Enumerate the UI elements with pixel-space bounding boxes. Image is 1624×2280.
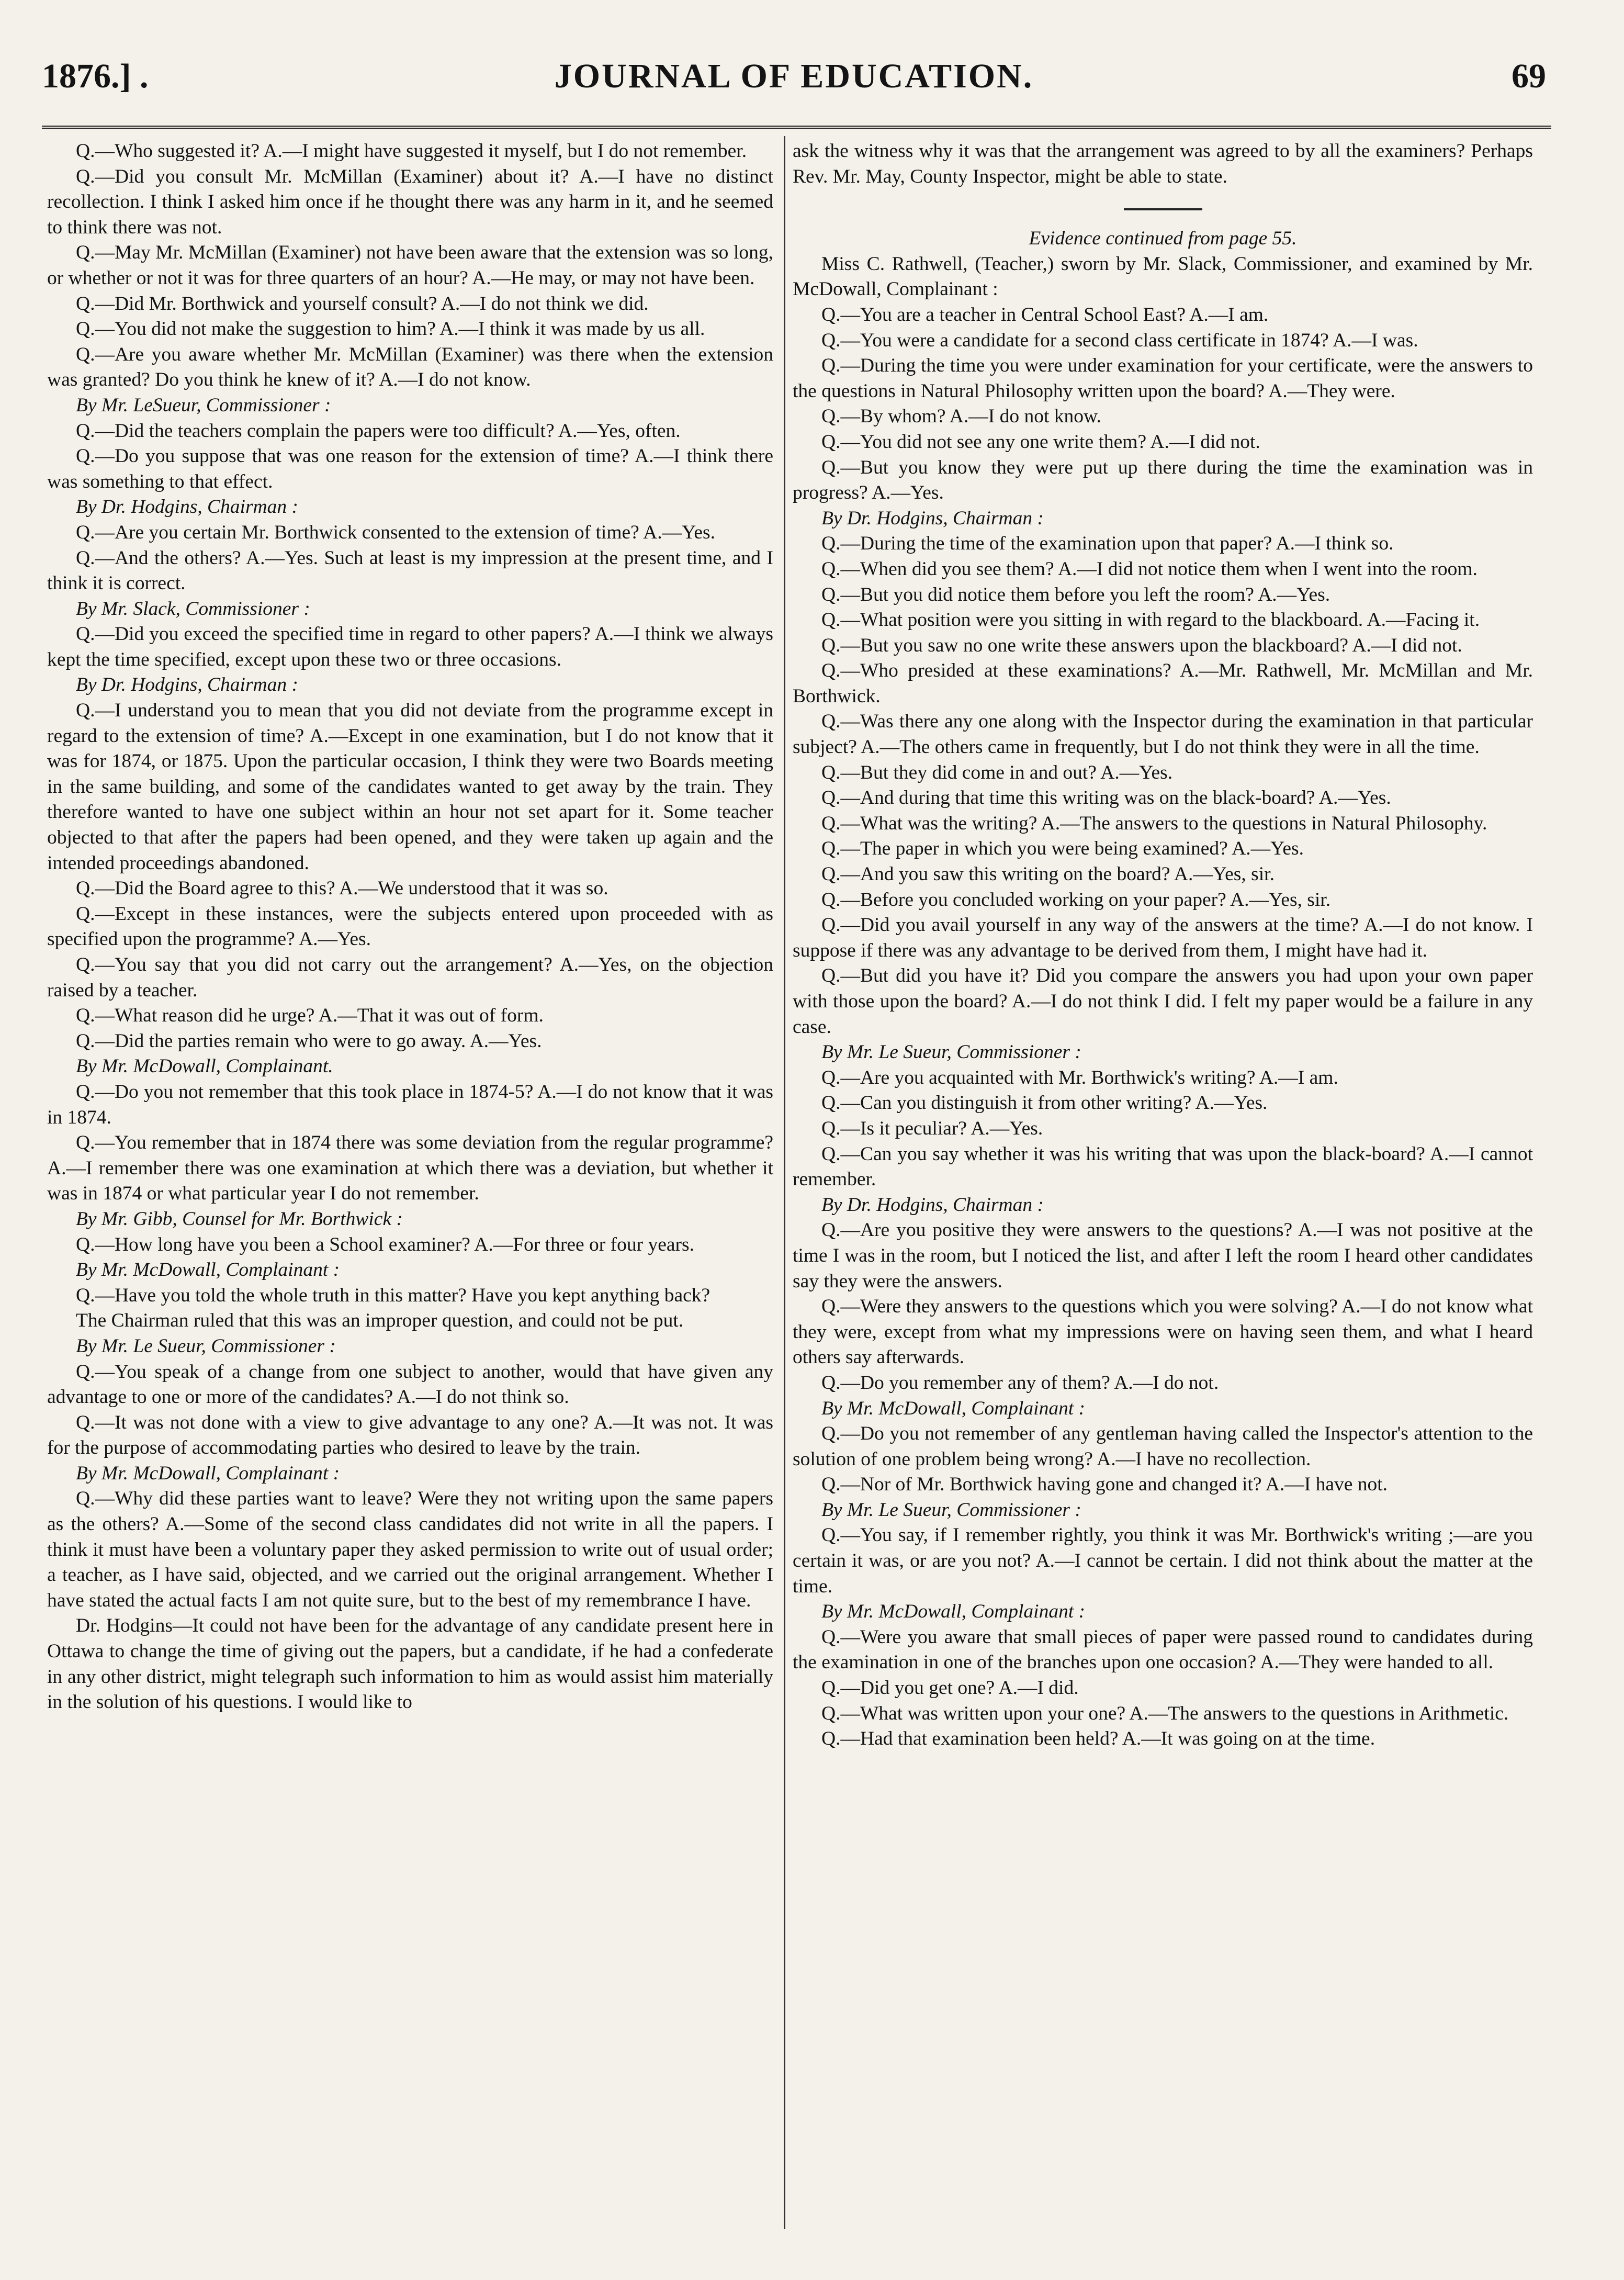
testimony-paragraph: Q.—Did you avail yourself in any way of the answers at the time? A.—I do not know. I suppose if there was any advantage to be derived from them, I might have had it. — [793, 914, 1533, 961]
testimony-paragraph: Q.—Before you concluded working on your paper? A.—Yes, sir. — [821, 889, 1331, 911]
testimony-paragraph: Dr. Hodgins—It could not have been for the advantage of any candidate present here in Ottawa to change the time of giving out the papers, but a candidate, if he had a confederate in any other district, might telegraph such information to him as would assist him materially in the solution of his questions. I would like to — [47, 1615, 773, 1713]
speaker-line: By Dr. Hodgins, Chairman : — [821, 507, 1044, 529]
testimony-paragraph: Q.—And during that time this writing was on the black-board? A.—Yes. — [821, 787, 1391, 809]
testimony-paragraph: Q.—You were a candidate for a second class certificate in 1874? A.—I was. — [821, 329, 1418, 351]
header-year: 1876.] . — [42, 57, 149, 95]
testimony-paragraph: Q.—Are you acquainted with Mr. Borthwick's writing? A.—I am. — [821, 1066, 1338, 1088]
testimony-paragraph: Q.—And the others? A.—Yes. Such at least is my impression at the present time, and I think it is correct. — [47, 547, 773, 594]
testimony-paragraph: Q.—Had that examination been held? A.—It was going on at the time. — [821, 1728, 1375, 1750]
speaker-line: By Mr. McDowall, Complainant. — [76, 1055, 333, 1077]
testimony-paragraph: Q.—Are you aware whether Mr. McMillan (Examiner) was there when the extension was granted? Do you think he knew of it? A.—I do not know. — [47, 343, 773, 391]
left-column — [47, 139, 773, 2258]
testimony-paragraph: Q.—Did you consult Mr. McMillan (Examiner) about it? A.—I have no distinct recollection. I think I asked him once if he thought there was any harm in it, and he seemed to think there was not. — [47, 165, 773, 238]
testimony-paragraph: Q.—Have you told the whole truth in this matter? Have you kept anything back? — [76, 1284, 710, 1306]
testimony-paragraph: Q.—Why did these parties want to leave? Were they not writing upon the same papers as the others? A.—Some of the second class candidates did not write in all the papers. I think it must have been a voluntary paper they asked permission to write out of usual order; a teacher, as I have said, objected, and we carried out the original arrangement. Whether I have stated the actual facts I am not quite sure, but to the best of my remembrance I have. — [47, 1488, 773, 1611]
testimony-paragraph: Q.—How long have you been a School examiner? A.—For three or four years. — [76, 1233, 694, 1255]
testimony-paragraph: Q.—Were you aware that small pieces of paper were passed round to candidates during the examination in one of the branches upon one occasion? A.—They were handed to all. — [793, 1626, 1533, 1674]
testimony-paragraph: Q.—Except in these instances, were the subjects entered upon proceeded with as specified upon the programme? A.—Yes. — [47, 903, 773, 950]
testimony-paragraph: Q.—The paper in which you were being examined? A.—Yes. — [821, 838, 1304, 860]
testimony-paragraph: Q.—Can you distinguish it from other writing? A.—Yes. — [821, 1092, 1268, 1114]
testimony-paragraph: Q.—But you did notice them before you left the room? A.—Yes. — [821, 583, 1330, 605]
column-divider — [784, 136, 785, 2229]
speaker-line: By Mr. Gibb, Counsel for Mr. Borthwick : — [76, 1208, 403, 1230]
speaker-line: By Mr. Le Sueur, Commissioner : — [76, 1335, 336, 1357]
testimony-paragraph: Q.—You did not make the suggestion to him? A.—I think it was made by us all. — [76, 318, 705, 340]
testimony-paragraph: Q.—Who presided at these examinations? A.—Mr. Rathwell, Mr. McMillan and Mr. Borthwick. — [793, 660, 1533, 707]
speaker-line: By Mr. LeSueur, Commissioner : — [76, 394, 331, 416]
testimony-paragraph: Q.—May Mr. McMillan (Examiner) not have been aware that the extension was so long, or whether or not it was for three quarters of an hour? A.—He may, or may not have been. — [47, 242, 773, 289]
testimony-paragraph: Q.—Do you suppose that was one reason for the extension of time? A.—I think there was something to that effect. — [47, 445, 773, 492]
testimony-paragraph: Q.—Did the parties remain who were to go away. A.—Yes. — [76, 1030, 542, 1052]
speaker-line: By Mr. McDowall, Complainant : — [821, 1397, 1086, 1419]
header-rule — [42, 126, 1551, 129]
testimony-paragraph: Q.—It was not done with a view to give advantage to any one? A.—It was not. It was for the purpose of accommodating parties who desired to leave by the train. — [47, 1411, 773, 1459]
testimony-paragraph: Q.—Do you not remember that this took place in 1874-5? A.—I do not know that it was in 1874. — [47, 1081, 773, 1128]
testimony-paragraph: Q.—During the time you were under examination for your certificate, were the answers to the questions in Natural Philosophy written upon the board? A.—They were. — [793, 355, 1533, 402]
testimony-paragraph: Q.—Were they answers to the questions which you were solving? A.—I do not know what they were, except from what my impressions were on having seen them, and what I heard others say afterwards. — [793, 1296, 1533, 1368]
testimony-paragraph: Q.—You speak of a change from one subject to another, would that have given any advantage to one or more of the candidates? A.—I do not think so. — [47, 1361, 773, 1408]
testimony-paragraph: Q.—Was there any one along with the Inspector during the examination in that particular subject? A.—The others came in frequently, but I do not think they were in all the time. — [793, 711, 1533, 758]
testimony-paragraph: Q.—Did the Board agree to this? A.—We understood that it was so. — [76, 878, 608, 900]
testimony-paragraph: Q.—But they did come in and out? A.—Yes. — [821, 761, 1173, 783]
testimony-paragraph: Q.—But you saw no one write these answers upon the blackboard? A.—I did not. — [821, 634, 1462, 656]
testimony-paragraph: Q.—And you saw this writing on the board? A.—Yes, sir. — [821, 863, 1275, 885]
section-separator — [1124, 208, 1202, 210]
testimony-paragraph: Q.—You did not see any one write them? A.—I did not. — [821, 431, 1260, 453]
testimony-paragraph: Q.—You say that you did not carry out the arrangement? A.—Yes, on the objection raised by a teacher. — [47, 954, 773, 1001]
page-number: 69 — [1512, 57, 1546, 95]
testimony-paragraph: Q.—Did you exceed the specified time in regard to other papers? A.—I think we always kept the time specified, except upon these two or three occasions. — [47, 623, 773, 670]
testimony-paragraph: Q.—But you know they were put up there during the time the examination was in progress? A.—Yes. — [793, 456, 1533, 504]
testimony-paragraph: Q.—I understand you to mean that you did not deviate from the programme except in regard to the extension of time? A.—Except in one examination, but I do not know that it was for 1874, or 1875. Upon the particular occasion, I think they were two Boards meeting in the same building, and some of the candidates wanted to get away by the train. They therefore wanted to have one subject within an hour not set apart for it. Some teacher objected to that after the papers had been opened, and they were taken up again and the intended proceedings abandoned. — [47, 700, 773, 874]
testimony-paragraph: Q.—Did Mr. Borthwick and yourself consult? A.—I do not think we did. — [76, 293, 649, 315]
right-intro-paragraph: ask the witness why it was that the arrangement was agreed to by all the examiners? Perhaps Rev. Mr. May, County Inspector, might be able to state. — [793, 140, 1533, 187]
testimony-paragraph: Q.—By whom? A.—I do not know. — [821, 406, 1102, 428]
right-column-body — [793, 252, 1533, 1752]
testimony-paragraph: Q.—You say, if I remember rightly, you think it was Mr. Borthwick's writing ;—are you certain it was, or are you not? A.—I cannot be certain. I did not think about the matter at the time. — [793, 1524, 1533, 1597]
section-heading: Evidence continued from page 55. — [1029, 228, 1297, 250]
testimony-paragraph: Q.—Is it peculiar? A.—Yes. — [821, 1117, 1043, 1139]
testimony-paragraph: Q.—Did the teachers complain the papers were too difficult? A.—Yes, often. — [76, 420, 681, 442]
testimony-paragraph: Q.—Do you not remember of any gentleman having called the Inspector's attention to the solution of one problem being wrong? A.—I have no recollection. — [793, 1423, 1533, 1470]
journal-title: JOURNAL OF EDUCATION. — [554, 57, 1034, 95]
speaker-line: By Mr. Le Sueur, Commissioner : — [821, 1041, 1081, 1063]
speaker-line: By Mr. McDowall, Complainant : — [76, 1462, 340, 1484]
testimony-paragraph: Q.—When did you see them? A.—I did not notice them when I went into the room. — [821, 558, 1478, 580]
testimony-paragraph: Q.—Are you certain Mr. Borthwick consented to the extension of time? A.—Yes. — [76, 521, 716, 543]
testimony-paragraph: Q.—Who suggested it? A.—I might have suggested it myself, but I do not remember. — [76, 140, 747, 162]
testimony-paragraph: Q.—Nor of Mr. Borthwick having gone and changed it? A.—I have not. — [821, 1474, 1388, 1496]
testimony-paragraph: Q.—You are a teacher in Central School East? A.—I am. — [821, 304, 1269, 325]
speaker-line: By Mr. McDowall, Complainant : — [821, 1601, 1086, 1623]
speaker-line: By Dr. Hodgins, Chairman : — [76, 674, 299, 696]
testimony-paragraph: Q.—What position were you sitting in with regard to the blackboard. A.—Facing it. — [821, 609, 1480, 631]
right-column — [793, 139, 1533, 2258]
speaker-line: By Mr. McDowall, Complainant : — [76, 1259, 340, 1281]
testimony-paragraph: Q.—Are you positive they were answers to the questions? A.—I was not positive at the time I was in the room, but I noticed the list, and after I left the room I heard other candidates say they were the answers. — [793, 1219, 1533, 1292]
testimony-paragraph: The Chairman ruled that this was an improper question, and could not be put. — [76, 1310, 684, 1332]
testimony-paragraph: Q.—What reason did he urge? A.—That it was out of form. — [76, 1005, 544, 1027]
testimony-paragraph: Q.—Can you say whether it was his writing that was upon the black-board? A.—I cannot remember. — [793, 1143, 1533, 1190]
testimony-paragraph: Q.—But did you have it? Did you compare the answers you had upon your own paper with those upon the board? A.—I do not think I did. I felt my paper would be a failure in any case. — [793, 965, 1533, 1038]
speaker-line: By Mr. Le Sueur, Commissioner : — [821, 1499, 1081, 1521]
testimony-paragraph: Q.—What was written upon your one? A.—The answers to the questions in Arithmetic. — [821, 1702, 1509, 1724]
testimony-paragraph: Q.—Do you remember any of them? A.—I do not. — [821, 1372, 1219, 1394]
speaker-line: By Dr. Hodgins, Chairman : — [821, 1194, 1044, 1216]
page-header — [42, 57, 1546, 114]
testimony-paragraph: Q.—What was the writing? A.—The answers to the questions in Natural Philosophy. — [821, 812, 1487, 834]
speaker-line: By Mr. Slack, Commissioner : — [76, 598, 310, 620]
testimony-paragraph: Q.—During the time of the examination upon that paper? A.—I think so. — [821, 533, 1394, 555]
testimony-paragraph: Q.—You remember that in 1874 there was some deviation from the regular programme? A.—I remember there was one examination at which there was a deviation, but whether it was in 1874 or what particular year I do not remember. — [47, 1132, 773, 1205]
testimony-paragraph: Miss C. Rathwell, (Teacher,) sworn by Mr. Slack, Commissioner, and examined by Mr. McDowall, Complainant : — [793, 253, 1533, 300]
testimony-paragraph: Q.—Did you get one? A.—I did. — [821, 1677, 1079, 1699]
speaker-line: By Dr. Hodgins, Chairman : — [76, 496, 299, 518]
